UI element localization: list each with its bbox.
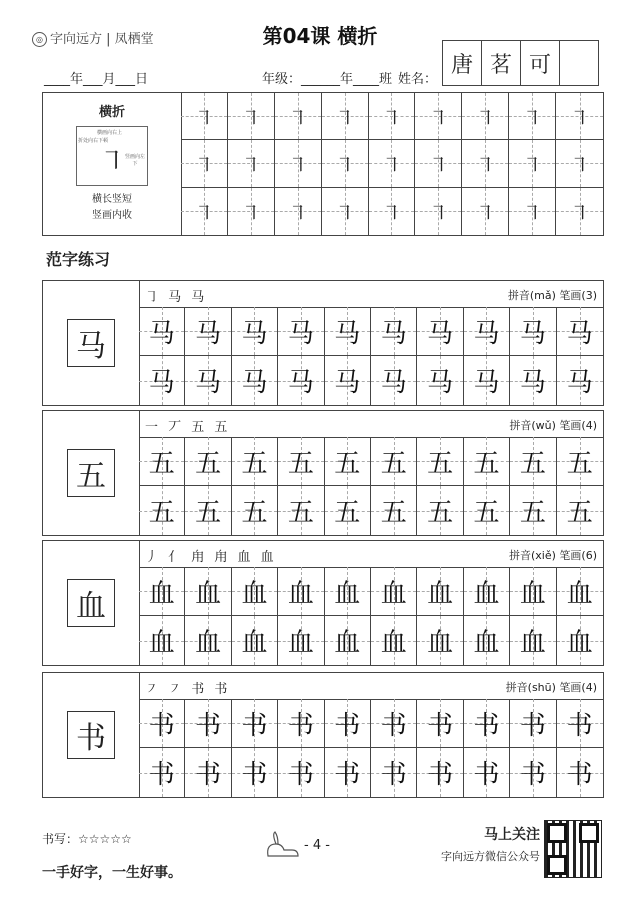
practice-cell	[139, 437, 185, 486]
model-char: 血	[67, 579, 115, 627]
name-cell: 唐	[443, 41, 482, 85]
date-line: ____年___月___日	[44, 72, 149, 87]
stroke-cell	[462, 93, 509, 140]
practice-cell	[139, 486, 185, 535]
stroke-glyph: ㇕	[193, 200, 214, 225]
practice-cell	[185, 307, 231, 356]
practice-cell	[185, 699, 231, 748]
practice-cell	[278, 616, 324, 665]
practice-char: 马	[519, 368, 546, 398]
page-number	[262, 828, 358, 864]
practice-char: 马	[148, 368, 175, 398]
practice-cell	[557, 748, 603, 797]
practice-cell	[325, 567, 371, 616]
practice-char: 血	[566, 578, 593, 609]
stroke-cell	[322, 188, 369, 235]
qr-code-icon	[544, 820, 602, 878]
stroke-glyph: ㇕	[334, 200, 355, 225]
practice-cell	[232, 616, 278, 665]
model-area	[43, 281, 140, 405]
stroke-guide	[43, 93, 182, 235]
stroke-glyph: ㇕	[287, 200, 308, 225]
practice-char: 马	[195, 368, 222, 398]
practice-char: 马	[380, 318, 407, 349]
stroke-demo-glyph: ㇕	[99, 147, 126, 177]
practice-cell	[371, 356, 417, 405]
stroke-glyph: ㇕	[287, 105, 308, 130]
practice-cell	[557, 699, 603, 748]
stroke-cell	[556, 188, 603, 235]
practice-char: 五	[427, 448, 454, 479]
rabbit-icon	[262, 830, 302, 860]
practice-cell	[371, 307, 417, 356]
slogan: 一手好字，一生好事。	[42, 865, 182, 881]
practice-cell	[464, 616, 510, 665]
stroke-glyph: ㇕	[240, 152, 261, 177]
practice-char: 血	[241, 628, 268, 658]
practice-header	[139, 281, 603, 308]
demo-tag: 折处向右下顿	[78, 138, 109, 144]
stroke-glyph: ㇕	[193, 152, 214, 177]
practice-cell	[139, 356, 185, 405]
practice-char: 马	[519, 318, 546, 349]
stroke-cell	[462, 188, 509, 235]
logo-sub: 凤栖堂	[114, 32, 154, 47]
practice-cell	[557, 486, 603, 535]
grade-line: 年级：______年____班	[262, 72, 393, 87]
practice-cell	[185, 567, 231, 616]
model-char: 书	[67, 711, 115, 759]
practice-cell	[185, 437, 231, 486]
practice-box	[42, 410, 604, 536]
practice-char: 血	[148, 578, 175, 609]
stroke-glyph: ㇕	[569, 105, 590, 130]
practice-grid	[139, 437, 603, 535]
practice-cell	[510, 616, 556, 665]
stroke-cell	[509, 188, 556, 235]
practice-header	[139, 411, 603, 438]
lesson-title: 第04课 横折	[262, 24, 378, 48]
section-title: 范字练习	[46, 250, 111, 269]
practice-char: 马	[427, 368, 454, 398]
stroke-cell	[181, 188, 228, 235]
stroke-cell	[369, 188, 416, 235]
practice-cell	[232, 437, 278, 486]
practice-char: 书	[287, 710, 314, 741]
stroke-glyph: ㇕	[522, 105, 543, 130]
practice-cell	[371, 486, 417, 535]
practice-cell	[232, 748, 278, 797]
practice-cell	[557, 616, 603, 665]
stroke-order: ㇆ 马 马	[145, 290, 208, 305]
practice-cell	[464, 486, 510, 535]
practice-char: 五	[427, 498, 454, 528]
practice-cell	[371, 748, 417, 797]
practice-cell	[278, 486, 324, 535]
practice-char: 书	[380, 710, 407, 741]
practice-cell	[510, 356, 556, 405]
stroke-order: ㇇ ㇇ 书 书	[145, 682, 231, 697]
stroke-glyph: ㇕	[569, 200, 590, 225]
stroke-cell	[415, 188, 462, 235]
practice-char: 马	[241, 318, 268, 349]
practice-char: 马	[241, 368, 268, 398]
practice-cell	[417, 486, 463, 535]
stroke-cell	[556, 140, 603, 187]
practice-cell	[139, 699, 185, 748]
practice-cell	[464, 307, 510, 356]
stroke-glyph: ㇕	[381, 200, 402, 225]
practice-cell	[232, 486, 278, 535]
stroke-glyph: ㇕	[381, 152, 402, 177]
stroke-cell	[509, 93, 556, 140]
practice-char: 书	[334, 710, 361, 741]
practice-char: 马	[148, 318, 175, 349]
practice-cell	[510, 486, 556, 535]
practice-cell	[417, 748, 463, 797]
practice-char: 马	[566, 368, 593, 398]
practice-cell	[139, 567, 185, 616]
stroke-cell	[415, 93, 462, 140]
practice-char: 书	[241, 710, 268, 741]
practice-char: 书	[427, 760, 454, 790]
stroke-glyph: ㇕	[240, 105, 261, 130]
practice-cell	[510, 748, 556, 797]
practice-header	[139, 673, 603, 700]
practice-char: 五	[519, 448, 546, 479]
stroke-glyph: ㇕	[193, 105, 214, 130]
practice-grid	[139, 567, 603, 665]
stroke-cell	[275, 140, 322, 187]
practice-cell	[464, 699, 510, 748]
name-cell	[560, 41, 598, 85]
practice-char: 五	[148, 498, 175, 528]
practice-char: 血	[241, 578, 268, 609]
practice-char: 书	[241, 760, 268, 790]
practice-cell	[557, 356, 603, 405]
practice-char: 书	[473, 710, 500, 741]
practice-char: 书	[334, 760, 361, 790]
practice-cell	[557, 307, 603, 356]
stroke-cell	[369, 140, 416, 187]
stroke-glyph: ㇕	[569, 152, 590, 177]
stroke-glyph: ㇕	[240, 200, 261, 225]
practice-char: 五	[473, 448, 500, 479]
model-char: 马	[67, 319, 115, 367]
practice-box	[42, 672, 604, 798]
name-grid	[442, 40, 599, 86]
practice-cell	[557, 437, 603, 486]
practice-cell	[557, 567, 603, 616]
practice-char: 马	[473, 368, 500, 398]
practice-char: 马	[287, 368, 314, 398]
practice-char: 血	[380, 578, 407, 609]
stroke-title: 横折	[98, 105, 125, 120]
practice-char: 书	[519, 760, 546, 790]
model-area	[43, 541, 140, 665]
stroke-cell	[369, 93, 416, 140]
stroke-glyph: ㇕	[475, 200, 496, 225]
practice-char: 血	[473, 578, 500, 609]
practice-char: 马	[287, 318, 314, 349]
pinyin-strokes: 拼音(wǔ) 笔画(4)	[509, 419, 597, 432]
practice-cell	[139, 616, 185, 665]
practice-char: 血	[473, 628, 500, 658]
name-cell: 茗	[482, 41, 521, 85]
stroke-cell	[275, 188, 322, 235]
practice-char: 血	[566, 628, 593, 658]
practice-grid	[139, 307, 603, 405]
stroke-cell	[181, 140, 228, 187]
practice-cell	[417, 356, 463, 405]
practice-cell	[139, 748, 185, 797]
practice-char: 血	[334, 578, 361, 609]
practice-char: 书	[148, 710, 175, 741]
practice-cell	[278, 567, 324, 616]
practice-char: 马	[566, 318, 593, 349]
practice-char: 五	[380, 448, 407, 479]
stroke-cell	[228, 93, 275, 140]
practice-cell	[325, 748, 371, 797]
stroke-caption: 竖画内收	[92, 210, 132, 221]
demo-tag: 竖画向左下	[124, 154, 145, 167]
stroke-glyph: ㇕	[334, 152, 355, 177]
practice-cell	[278, 356, 324, 405]
practice-char: 血	[148, 628, 175, 658]
practice-cell	[325, 486, 371, 535]
practice-char: 血	[287, 578, 314, 609]
practice-char: 马	[334, 368, 361, 398]
practice-cell	[464, 437, 510, 486]
practice-char: 书	[427, 710, 454, 741]
practice-cell	[185, 748, 231, 797]
practice-grid	[139, 699, 603, 797]
practice-cell	[278, 307, 324, 356]
practice-cell	[510, 437, 556, 486]
stroke-glyph: ㇕	[522, 200, 543, 225]
practice-char: 五	[566, 498, 593, 528]
practice-char: 五	[195, 498, 222, 528]
stroke-cell	[462, 140, 509, 187]
practice-char: 书	[566, 710, 593, 741]
practice-cell	[371, 567, 417, 616]
stroke-glyph: ㇕	[428, 200, 449, 225]
practice-header	[139, 541, 603, 568]
practice-cell	[185, 486, 231, 535]
pinyin-strokes: 拼音(mǎ) 笔画(3)	[507, 289, 597, 302]
practice-char: 五	[519, 498, 546, 528]
stroke-cell	[228, 140, 275, 187]
practice-char: 五	[566, 448, 593, 479]
demo-tag: 横画向右上	[97, 130, 123, 136]
stroke-cell	[415, 140, 462, 187]
practice-char: 书	[287, 760, 314, 790]
practice-cell	[417, 307, 463, 356]
practice-char: 血	[519, 628, 546, 658]
practice-box	[42, 280, 604, 406]
practice-cell	[325, 307, 371, 356]
stroke-caption: 横长竖短	[92, 194, 132, 205]
practice-char: 五	[473, 498, 500, 528]
page-number-text: - 4 -	[304, 838, 330, 853]
practice-char: 五	[287, 448, 314, 479]
name-cell: 可	[521, 41, 560, 85]
practice-cell	[417, 616, 463, 665]
practice-cell	[139, 307, 185, 356]
practice-char: 五	[241, 448, 268, 479]
stroke-practice	[42, 92, 604, 236]
model-area	[43, 673, 140, 797]
practice-box	[42, 540, 604, 666]
practice-char: 五	[241, 498, 268, 528]
practice-cell	[464, 567, 510, 616]
practice-char: 马	[473, 318, 500, 349]
practice-cell	[510, 307, 556, 356]
stroke-grid	[181, 93, 603, 235]
stroke-cell	[322, 93, 369, 140]
practice-char: 书	[195, 760, 222, 790]
practice-cell	[278, 699, 324, 748]
practice-char: 书	[519, 710, 546, 741]
practice-cell	[417, 699, 463, 748]
stroke-glyph: ㇕	[475, 152, 496, 177]
practice-char: 血	[195, 628, 222, 658]
stroke-cell	[181, 93, 228, 140]
logo-text: 字向远方	[50, 32, 103, 47]
stroke-glyph: ㇕	[428, 105, 449, 130]
practice-char: 五	[195, 448, 222, 479]
name-label: 姓名：	[398, 72, 438, 87]
practice-char: 书	[195, 710, 222, 741]
practice-char: 五	[334, 498, 361, 528]
practice-char: 马	[427, 318, 454, 349]
practice-cell	[325, 437, 371, 486]
practice-char: 血	[195, 578, 222, 609]
practice-cell	[232, 307, 278, 356]
practice-cell	[325, 699, 371, 748]
practice-char: 五	[148, 448, 175, 479]
practice-char: 血	[519, 578, 546, 609]
stroke-cell	[275, 93, 322, 140]
practice-cell	[325, 616, 371, 665]
stroke-glyph: ㇕	[522, 152, 543, 177]
practice-cell	[371, 616, 417, 665]
practice-cell	[371, 437, 417, 486]
practice-char: 书	[566, 760, 593, 790]
stroke-cell	[228, 188, 275, 235]
practice-char: 书	[148, 760, 175, 790]
model-area	[43, 411, 140, 535]
practice-cell	[510, 567, 556, 616]
practice-char: 五	[334, 448, 361, 479]
stroke-order: 丿 亻 甪 甪 血 血	[145, 550, 277, 565]
practice-cell	[185, 616, 231, 665]
stroke-glyph: ㇕	[334, 105, 355, 130]
publisher-logo: ◎ 字向远方 | 凤栖堂	[32, 28, 154, 47]
practice-cell	[185, 356, 231, 405]
practice-char: 血	[427, 628, 454, 658]
stroke-glyph: ㇕	[428, 152, 449, 177]
practice-cell	[232, 567, 278, 616]
stroke-glyph: ㇕	[475, 105, 496, 130]
practice-char: 书	[473, 760, 500, 790]
pinyin-strokes: 拼音(xiě) 笔画(6)	[509, 549, 597, 562]
practice-cell	[232, 356, 278, 405]
practice-char: 血	[427, 578, 454, 609]
stroke-glyph: ㇕	[381, 105, 402, 130]
practice-cell	[464, 748, 510, 797]
practice-char: 血	[380, 628, 407, 658]
stroke-cell	[509, 140, 556, 187]
follow-title: 马上关注	[484, 827, 540, 843]
follow-subtitle: 字向远方微信公众号	[441, 850, 540, 863]
stroke-order: 一 丆 五 五	[145, 420, 231, 435]
practice-cell	[464, 356, 510, 405]
practice-char: 血	[287, 628, 314, 658]
practice-char: 血	[334, 628, 361, 658]
practice-cell	[278, 748, 324, 797]
practice-char: 五	[380, 498, 407, 528]
stroke-glyph: ㇕	[287, 152, 308, 177]
practice-char: 马	[380, 368, 407, 398]
practice-cell	[417, 437, 463, 486]
practice-char: 书	[380, 760, 407, 790]
practice-cell	[232, 699, 278, 748]
practice-char: 马	[334, 318, 361, 349]
practice-char: 五	[287, 498, 314, 528]
rating: 书写：☆☆☆☆☆	[42, 832, 132, 846]
practice-cell	[510, 699, 556, 748]
practice-cell	[278, 437, 324, 486]
practice-cell	[325, 356, 371, 405]
practice-char: 马	[195, 318, 222, 349]
pinyin-strokes: 拼音(shū) 笔画(4)	[505, 681, 597, 694]
practice-cell	[417, 567, 463, 616]
stroke-cell	[556, 93, 603, 140]
stroke-cell	[322, 140, 369, 187]
model-char: 五	[67, 449, 115, 497]
practice-cell	[371, 699, 417, 748]
logo-icon: ◎	[32, 32, 47, 47]
stroke-demo	[76, 126, 148, 186]
